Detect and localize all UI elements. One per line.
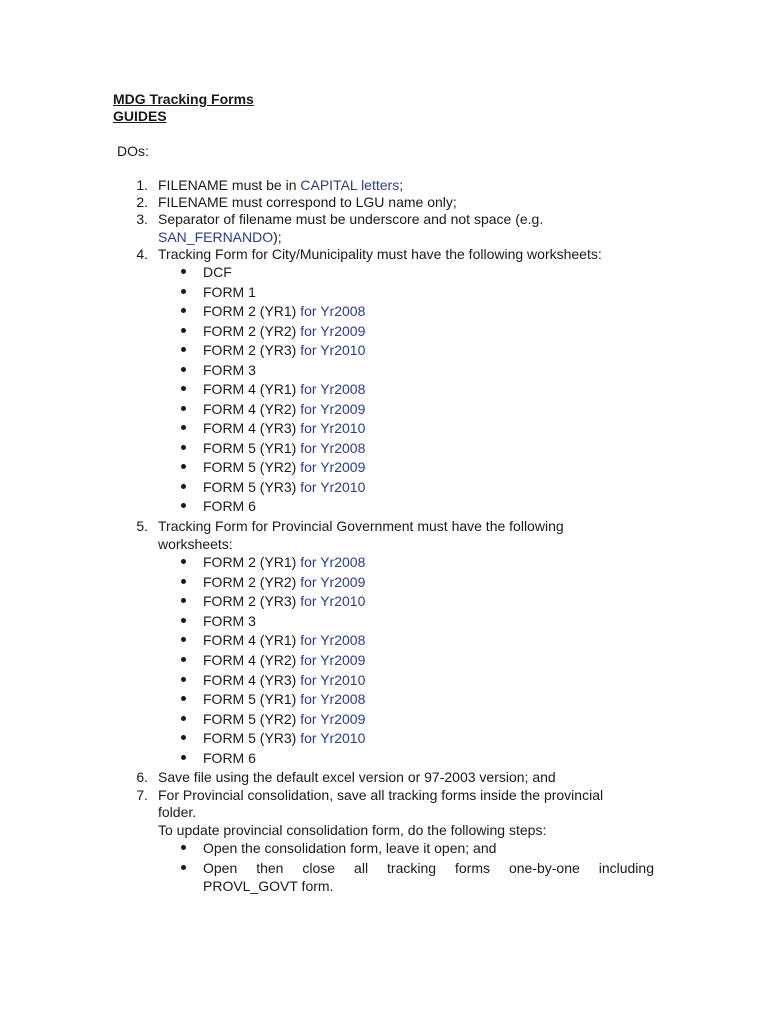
worksheet-name: FORM 1 — [203, 283, 256, 300]
worksheet-name: FORM 5 (YR3) — [203, 478, 301, 495]
worksheet-name: FORM 2 (YR1) — [203, 303, 301, 319]
worksheet-item — [203, 632, 365, 649]
list-item: Save file using the default excel version or 97-2003 version; and — [158, 769, 556, 785]
bullet-icon — [181, 479, 189, 487]
worksheet-year: for Yr2010 — [300, 342, 366, 358]
bullet-icon — [181, 440, 189, 448]
worksheet-name: FORM 4 (YR3) — [203, 671, 301, 688]
worksheet-name: FORM 5 (YR1) — [203, 439, 301, 456]
bullet-icon — [181, 840, 189, 848]
list-item: For Provincial consolidation, save all tracking forms inside the provincial — [158, 787, 604, 803]
worksheet-year: for Yr2010 — [300, 478, 366, 495]
worksheet-item — [203, 554, 365, 571]
item-number: 2. — [136, 194, 148, 210]
worksheet-year: for Yr2009 — [300, 459, 366, 475]
worksheet-year: for Yr2008 — [300, 381, 366, 397]
worksheet-name: FORM 6 — [203, 750, 256, 766]
bullet-icon — [181, 730, 189, 738]
worksheet-item — [203, 401, 365, 418]
bullet-icon — [181, 613, 189, 621]
worksheet-year: for Yr2009 — [300, 652, 366, 668]
worksheet-year: for Yr2009 — [300, 322, 366, 339]
bullet-icon — [181, 284, 189, 292]
worksheet-item — [203, 420, 365, 437]
worksheet-year: for Yr2009 — [300, 710, 366, 727]
worksheet-item — [203, 672, 365, 689]
worksheet-year: for Yr2008 — [300, 691, 366, 708]
worksheet-item — [203, 652, 365, 669]
worksheet-item — [203, 711, 365, 728]
worksheet-year: for Yr2008 — [300, 632, 366, 649]
item-number: 6. — [136, 769, 148, 785]
worksheet-name: FORM 4 (YR2) — [203, 652, 301, 668]
bullet-icon — [181, 672, 189, 680]
bullet-icon — [181, 303, 189, 311]
item-number: 1. — [136, 177, 148, 193]
capital-letters-highlight: CAPITAL letters — [300, 177, 400, 193]
item-number: 5. — [136, 518, 148, 534]
bullet-icon — [181, 632, 189, 640]
step-item: Open then close all tracking forms one-by-one including — [203, 860, 654, 876]
worksheet-name: FORM 2 (YR1) — [203, 554, 301, 570]
worksheet-name: FORM 2 (YR3) — [203, 593, 301, 610]
list-item-continuation — [158, 229, 282, 246]
bullet-icon — [181, 401, 189, 409]
list-item: Tracking Form for City/Municipality must have the following worksheets: — [158, 246, 602, 262]
bullet-icon — [181, 554, 189, 562]
list-item-continuation: folder. — [158, 804, 197, 820]
worksheet-item — [203, 323, 365, 340]
worksheet-year: for Yr2010 — [300, 593, 366, 610]
worksheet-year: for Yr2008 — [300, 303, 366, 319]
worksheet-name: FORM 5 (YR1) — [203, 691, 301, 708]
item-number: 7. — [136, 787, 148, 803]
worksheet-name: FORM 4 (YR2) — [203, 400, 301, 417]
worksheet-item — [203, 730, 365, 747]
item-text: FILENAME must be in — [158, 177, 301, 193]
item-text: ); — [273, 229, 282, 245]
worksheet-item — [203, 498, 256, 515]
bullet-icon — [181, 323, 189, 331]
worksheet-name: FORM 2 (YR2) — [203, 573, 301, 590]
bullet-icon — [181, 381, 189, 389]
step-item: Open the consolidation form, leave it open; and — [203, 840, 497, 856]
bullet-icon — [181, 264, 189, 272]
worksheet-item — [203, 440, 365, 457]
bullet-icon — [181, 498, 189, 506]
worksheet-name: FORM 5 (YR3) — [203, 730, 301, 747]
step-item-continuation: PROVL_GOVT form. — [203, 878, 334, 894]
list-item: Tracking Form for Provincial Government must have the following — [158, 518, 564, 534]
list-item — [158, 177, 403, 194]
worksheet-item — [203, 284, 256, 301]
dos-heading: DOs: — [117, 143, 149, 159]
bullet-icon — [181, 711, 189, 719]
worksheet-name: FORM 3 — [203, 612, 256, 629]
worksheet-name: FORM 5 (YR2) — [203, 710, 301, 727]
worksheet-name: FORM 4 (YR1) — [203, 381, 301, 397]
worksheet-name: DCF — [203, 264, 232, 280]
list-item: FILENAME must correspond to LGU name only; — [158, 194, 457, 210]
worksheet-year: for Yr2010 — [300, 671, 366, 688]
document-title: MDG Tracking Forms — [113, 91, 254, 107]
list-item-continuation: worksheets: — [158, 536, 233, 552]
worksheet-name: FORM 3 — [203, 361, 256, 378]
worksheet-year: for Yr2010 — [300, 420, 366, 436]
bullet-icon — [181, 459, 189, 467]
worksheet-item — [203, 459, 365, 476]
worksheet-year: for Yr2008 — [300, 439, 366, 456]
bullet-icon — [181, 652, 189, 660]
list-item-continuation: To update provincial consolidation form, do the following steps: — [158, 822, 547, 838]
worksheet-item — [203, 381, 365, 398]
worksheet-name: FORM 6 — [203, 498, 256, 514]
worksheet-item — [203, 750, 256, 767]
worksheet-item — [203, 303, 365, 320]
bullet-icon — [181, 860, 189, 868]
worksheet-item — [203, 574, 365, 591]
worksheet-name: FORM 5 (YR2) — [203, 459, 301, 475]
worksheet-item — [203, 479, 365, 496]
bullet-icon — [181, 691, 189, 699]
bullet-icon — [181, 574, 189, 582]
document-subtitle: GUIDES — [113, 108, 167, 124]
worksheet-item — [203, 264, 232, 281]
worksheet-year: for Yr2009 — [300, 400, 366, 417]
worksheet-name: FORM 4 (YR1) — [203, 632, 301, 649]
bullet-icon — [181, 750, 189, 758]
worksheet-item — [203, 593, 365, 610]
item-number: 4. — [136, 246, 148, 262]
worksheet-item — [203, 362, 256, 379]
worksheet-item — [203, 342, 365, 359]
bullet-icon — [181, 362, 189, 370]
worksheet-item — [203, 691, 365, 708]
worksheet-item — [203, 613, 256, 630]
example-filename-highlight: SAN_FERNANDO — [158, 229, 274, 245]
bullet-icon — [181, 420, 189, 428]
item-text: ; — [399, 177, 404, 193]
worksheet-year: for Yr2008 — [300, 554, 366, 570]
worksheet-year: for Yr2009 — [300, 573, 366, 590]
worksheet-year: for Yr2010 — [300, 730, 366, 747]
bullet-icon — [181, 342, 189, 350]
worksheet-name: FORM 2 (YR2) — [203, 322, 301, 339]
list-item: Separator of filename must be underscore and not space (e.g. — [158, 211, 544, 227]
worksheet-name: FORM 4 (YR3) — [203, 420, 301, 436]
bullet-icon — [181, 593, 189, 601]
item-number: 3. — [136, 211, 148, 227]
worksheet-name: FORM 2 (YR3) — [203, 342, 301, 358]
